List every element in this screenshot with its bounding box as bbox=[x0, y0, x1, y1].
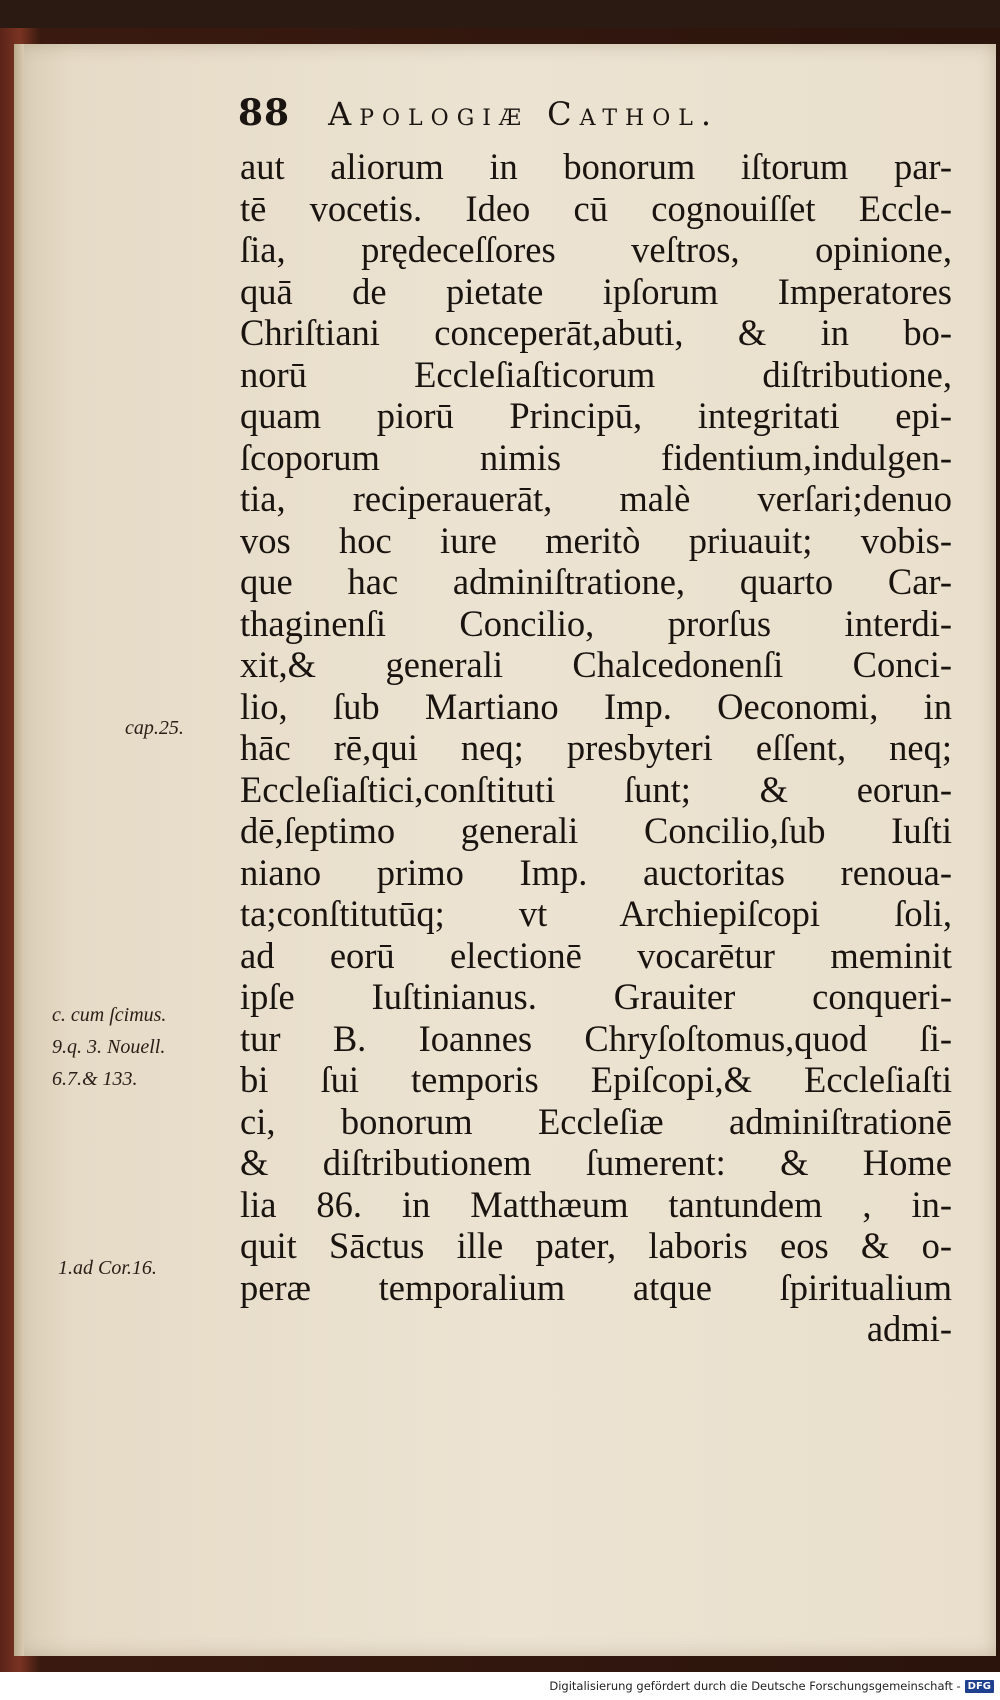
text-line: tia, reciperauerāt, malè verſari;denuo bbox=[240, 478, 952, 519]
text-line: Eccleſiaſtici,conſtituti ſunt; & eorun- bbox=[240, 768, 952, 810]
text-line: dē,ſeptimo generali Concilio,ſub Iuſti bbox=[240, 810, 952, 851]
text-line: ſia, prędeceſſores veſtros, opinione, bbox=[240, 229, 952, 270]
text-line: tē vocetis. Ideo cū cognouiſſet Eccle- bbox=[240, 187, 952, 229]
text-line: ſcoporum nimis fidentium,indulgen- bbox=[240, 436, 952, 478]
catchword: admi- bbox=[866, 1308, 952, 1349]
text-line: norū Eccleſiaſticorum diſtributione, bbox=[240, 353, 952, 395]
running-head bbox=[238, 92, 938, 142]
dfg-logo-icon: DFG bbox=[965, 1680, 994, 1693]
text-line: quit Sāctus ille pater, laboris eos & o- bbox=[240, 1225, 952, 1266]
footer-bar bbox=[0, 1672, 1000, 1700]
text-line: thaginenſi Concilio, prorſus interdi- bbox=[240, 602, 952, 644]
text-line: peræ temporalium atque ſpiritualium bbox=[240, 1266, 952, 1308]
text-line: lio, ſub Martiano Imp. Oeconomi, in bbox=[240, 685, 952, 727]
text-line: xit,& generali Chalcedonenſi Conci- bbox=[240, 644, 952, 685]
text-line: ad eorū electionē vocarētur meminit bbox=[240, 934, 952, 976]
text-line: ci, bonorum Eccleſiæ adminiſtrationē bbox=[240, 1100, 952, 1142]
running-title: Apologiæ Cathol. bbox=[328, 95, 720, 133]
margin-note: 9.q. 3. Nouell. bbox=[52, 1036, 166, 1058]
text-line: bi ſui temporis Epiſcopi,& Eccleſiaſti bbox=[240, 1059, 952, 1100]
text-line: hāc rē,qui neq; presbyteri eſſent, neq; bbox=[240, 727, 952, 768]
page-gutter bbox=[14, 44, 24, 1656]
text-line: ipſe Iuſtinianus. Grauiter conqueri- bbox=[240, 976, 952, 1017]
text-line: lia 86. in Matthæum tantundem , in- bbox=[240, 1183, 952, 1225]
text-line: vos hoc iure meritò priuauit; vobis- bbox=[240, 519, 952, 561]
text-line: quā de pietate ipſorum Imperatores bbox=[240, 270, 952, 312]
margin-note: c. cum ſcimus. bbox=[52, 1004, 167, 1026]
text-line: ta;conſtitutūq; vt Archiepiſcopi ſoli, bbox=[240, 893, 952, 934]
body-text bbox=[240, 146, 952, 1350]
page-number: 88 bbox=[238, 92, 291, 134]
margin-note: 6.7.& 133. bbox=[52, 1068, 138, 1090]
text-line: aut aliorum in bonorum iſtorum par- bbox=[240, 146, 952, 187]
text-line: quam piorū Principū, integritati epi- bbox=[240, 395, 952, 436]
footer-credit: Digitalisierung gefördert durch die Deutsche Forschungsgemeinschaft - bbox=[549, 1679, 961, 1693]
margin-note: 1.ad Cor.16. bbox=[58, 1257, 157, 1279]
text-line: Chriſtiani conceperāt,abuti, & in bo- bbox=[240, 312, 952, 353]
text-line: niano primo Imp. auctoritas renoua- bbox=[240, 851, 952, 893]
text-line: & diſtributionem ſumerent: & Home bbox=[240, 1142, 952, 1183]
text-line: que hac adminiſtratione, quarto Car- bbox=[240, 561, 952, 602]
text-line: tur B. Ioannes Chryſoſtomus,quod ſi- bbox=[240, 1017, 952, 1059]
margin-note: cap.25. bbox=[125, 717, 184, 739]
